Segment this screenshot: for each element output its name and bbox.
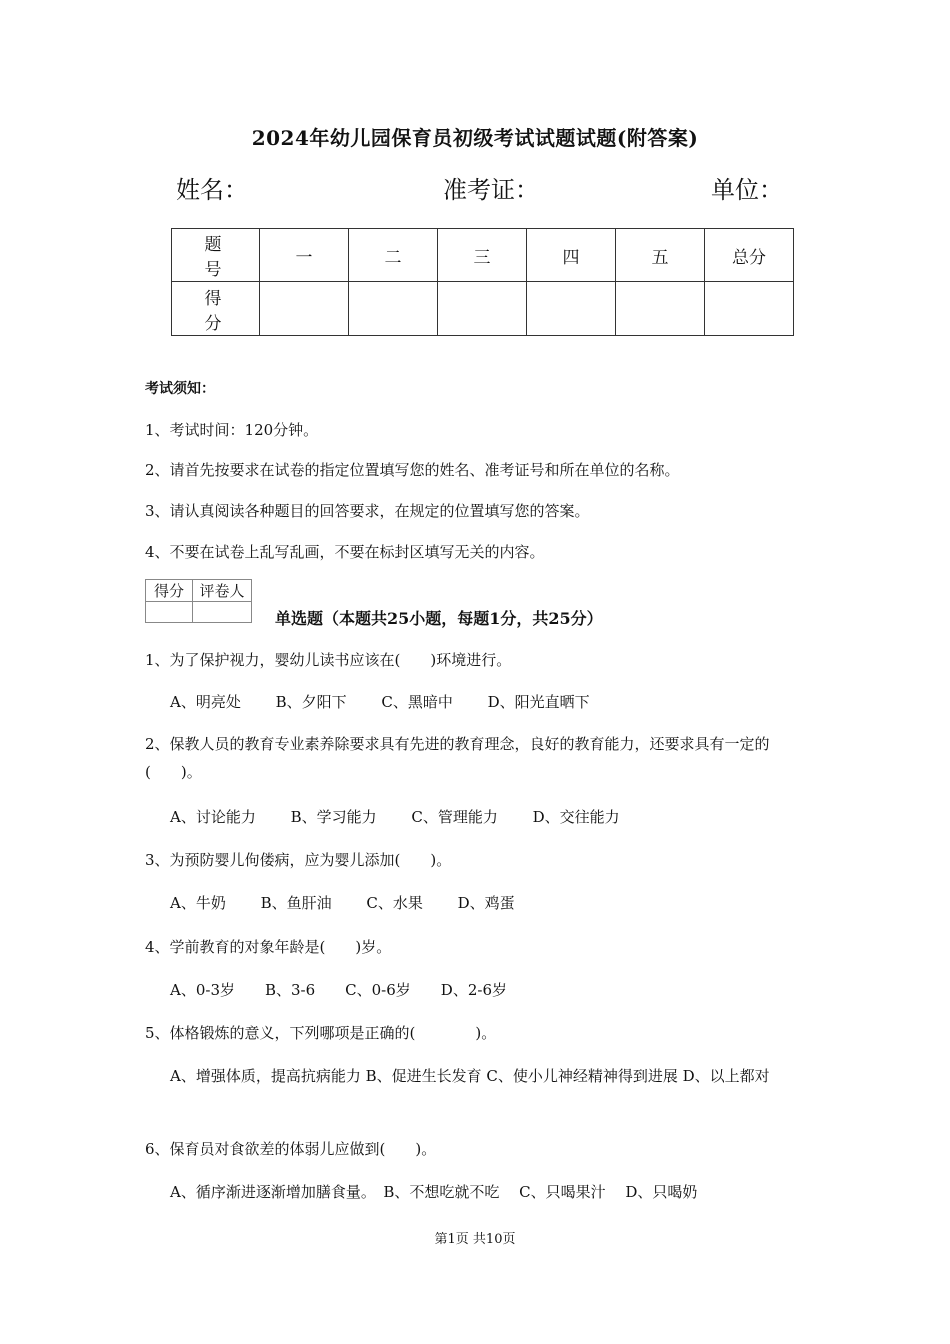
- score-table: [171, 228, 794, 336]
- score-table-cell: 一: [260, 229, 349, 282]
- notice-item: 1、考试时间：120分钟。: [145, 421, 319, 439]
- score-table-cell: 五: [616, 229, 705, 282]
- score-table-cell: 二: [349, 229, 438, 282]
- question-text: 1、为了保护视力，婴幼儿读书应该在( )环境进行。: [145, 651, 512, 669]
- page-footer: 第1页 共10页: [434, 1232, 516, 1247]
- score-table-cell: 四: [527, 229, 616, 282]
- question-options: A、讨论能力 B、学习能力 C、管理能力 D、交往能力: [170, 808, 620, 826]
- notice-item: 4、不要在试卷上乱写乱画，不要在标封区填写无关的内容。: [145, 543, 545, 561]
- notice-item: 3、请认真阅读各种题目的回答要求，在规定的位置填写您的答案。: [145, 502, 590, 520]
- question-text: 6、保育员对食欲差的体弱儿应做到( )。: [145, 1140, 437, 1158]
- score-input-cell[interactable]: [438, 282, 527, 336]
- score-table-cell: 三: [438, 229, 527, 282]
- question-text: 3、为预防婴儿佝偻病，应为婴儿添加( )。: [145, 851, 452, 869]
- score-table-header-row: [172, 229, 794, 282]
- grader-reviewer-label: 评卷人: [193, 580, 252, 602]
- name-field-label: 姓名：: [176, 176, 248, 204]
- unit-field-label: 单位：: [711, 176, 783, 204]
- score-table-cell: 总分: [705, 229, 794, 282]
- score-input-cell[interactable]: [705, 282, 794, 336]
- grader-score-cell[interactable]: [146, 602, 193, 623]
- score-table-score-row: [172, 282, 794, 336]
- exam-id-field-label: 准考证：: [443, 176, 539, 204]
- score-input-cell[interactable]: [527, 282, 616, 336]
- grader-reviewer-cell[interactable]: [193, 602, 252, 623]
- score-input-cell[interactable]: [349, 282, 438, 336]
- question-options: A、明亮处 B、夕阳下 C、黑暗中 D、阳光直晒下: [170, 693, 590, 711]
- question-text: 4、学前教育的对象年龄是( )岁。: [145, 938, 392, 956]
- score-input-cell[interactable]: [616, 282, 705, 336]
- question-options: A、增强体质，提高抗病能力 B、促进生长发育 C、使小儿神经精神得到进展 D、以上都对: [170, 1067, 770, 1085]
- question-text: 5、体格锻炼的意义，下列哪项是正确的( )。: [145, 1024, 497, 1042]
- score-table-cell: 得 分: [172, 282, 260, 336]
- grader-score-label: 得分: [146, 580, 193, 602]
- notice-item: 2、请首先按要求在试卷的指定位置填写您的姓名、准考证号和所在单位的名称。: [145, 461, 680, 479]
- question-text: 2、保教人员的教育专业素养除要求具有先进的教育理念，良好的教育能力，还要求具有一定的( )。: [145, 735, 770, 781]
- question-options: A、循序渐进逐渐增加膳食量。 B、不想吃就不吃 C、只喝果汁 D、只喝奶: [170, 1183, 698, 1201]
- exam-title: 2024年幼儿园保育员初级考试试题试题(附答案): [251, 126, 699, 150]
- section-title: 单选题（本题共25小题，每题1分，共25分）: [275, 609, 603, 628]
- question-options: A、0-3岁 B、3-6 C、0-6岁 D、2-6岁: [170, 981, 507, 999]
- grader-table: [145, 579, 252, 623]
- question-options: A、牛奶 B、鱼肝油 C、水果 D、鸡蛋: [170, 894, 515, 912]
- score-table-cell: 题 号: [172, 229, 260, 282]
- notice-heading: 考试须知：: [145, 381, 215, 397]
